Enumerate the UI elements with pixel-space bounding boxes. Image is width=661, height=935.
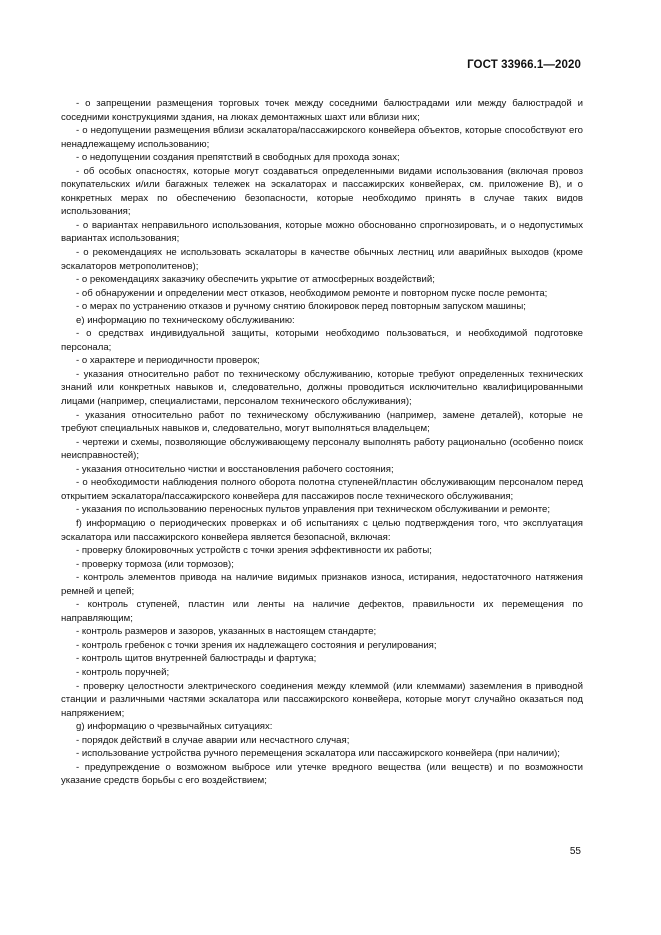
paragraph: f) информацию о периодических проверках и об испытаниях с целью подтверждения того, что эксплуатация эскалатора или пассажирского конвейера является безопасной, включая: bbox=[61, 517, 583, 543]
paragraph: - контроль поручней; bbox=[76, 666, 170, 678]
paragraph: - чертежи и схемы, позволяющие обслуживающему персоналу выполнять работу рационально (особенно поиск неисправностей); bbox=[61, 436, 583, 462]
paragraph: - контроль размеров и зазоров, указанных в настоящем стандарте; bbox=[76, 626, 377, 638]
paragraph: - о средствах индивидуальной защиты, которыми необходимо пользоваться, и необходимой подготовке персонала; bbox=[61, 328, 583, 353]
paragraph: - порядок действий в случае аварии или несчастного случая; bbox=[76, 734, 350, 746]
paragraph: - о рекомендациях не использовать эскалаторы в качестве обычных лестниц или аварийных выходов (кроме эскалаторов метрополитенов); bbox=[61, 247, 583, 272]
standard-header: ГОСТ 33966.1—2020 bbox=[467, 59, 581, 71]
paragraph: - проверку тормоза (или тормозов); bbox=[76, 558, 234, 570]
paragraph: - проверку блокировочных устройств с точки зрения эффективности их работы; bbox=[76, 545, 432, 557]
paragraph: - о характере и периодичности проверок; bbox=[76, 355, 260, 367]
paragraph: - об особых опасностях, которые могут создаваться определенными видами использования (включая провоз покупательских и/или багажных тележек на эскалаторах и пассажирских конвейерах, см. приложение В), и о конкретных мерах по обеспечению безопасности, которые необходимо принять в случае таких видов использования; bbox=[61, 165, 583, 218]
paragraph: e) информацию по техническому обслуживанию: bbox=[76, 314, 295, 326]
paragraph: g) информацию о чрезвычайных ситуациях: bbox=[76, 721, 273, 733]
paragraph: - о вариантах неправильного использования, которые можно обоснованно спрогнозировать, и о недопустимых вариантах использования; bbox=[61, 219, 583, 245]
paragraph: - предупреждение о возможном выбросе или утечке вредного вещества (или веществ) и по возможности указание средств борьбы с его воздействием; bbox=[61, 761, 583, 787]
document-body bbox=[61, 97, 583, 788]
paragraph: - указания по использованию переносных пультов управления при техническом обслуживании и ремонте; bbox=[76, 504, 551, 516]
paragraph: - о недопущении создания препятствий в свободных для прохода зонах; bbox=[76, 152, 400, 164]
paragraph: - о недопущении размещения вблизи эскалатора/пассажирского конвейера объектов, которые способствуют его ненадлежащему использованию; bbox=[61, 125, 583, 150]
paragraph: - использование устройства ручного перемещения эскалатора или пассажирского конвейера (при наличии); bbox=[76, 748, 560, 760]
paragraph: - указания относительно работ по техническому обслуживанию, которые требуют определенных технических знаний или конкретных навыков и, следовательно, должны проводиться исключительно квалифицированными лицами (например, специалистами, персоналом технического обслуживания); bbox=[61, 368, 583, 408]
paragraph: - о запрещении размещения торговых точек между соседними балюстрадами или между балюстрадой и соседними конструкциями здания, на люках демонтажных шахт или вблизи них; bbox=[61, 98, 583, 123]
paragraph: - указания относительно работ по техническому обслуживанию (например, замене деталей), которые не требуют специальных навыков и, следовательно, могут выполняться владельцем; bbox=[61, 409, 583, 435]
paragraph: - контроль гребенок с точки зрения их надлежащего состояния и регулирования; bbox=[76, 639, 437, 651]
paragraph: - контроль элементов привода на наличие видимых признаков износа, истирания, недостаточного натяжения ремней и цепей; bbox=[61, 572, 583, 597]
paragraph: - об обнаружении и определении мест отказов, необходимом ремонте и повторном пуске после ремонта; bbox=[76, 287, 548, 299]
page-number: 55 bbox=[569, 846, 581, 857]
paragraph: - о необходимости наблюдения полного оборота полотна ступеней/пластин обслуживающим персоналом перед открытием эскалатора/пассажирского конвейера для пассажиров после технического обслуживания; bbox=[61, 477, 583, 502]
paragraph: - контроль щитов внутренней балюстрады и фартука; bbox=[76, 653, 317, 665]
paragraph: - указания относительно чистки и восстановления рабочего состояния; bbox=[76, 463, 394, 475]
paragraph: - контроль ступеней, пластин или ленты на наличие дефектов, правильности их перемещения по направляющим; bbox=[61, 599, 583, 624]
paragraph: - проверку целостности электрического соединения между клеммой (или клеммами) заземления в приводной станции и различными частями эскалатора или пассажирского конвейера, которые могут случайно оказаться под напряжением; bbox=[61, 680, 583, 719]
paragraph: - о мерах по устранению отказов и ручному снятию блокировок перед повторным запуском машины; bbox=[76, 301, 526, 313]
paragraph: - о рекомендациях заказчику обеспечить укрытие от атмосферных воздействий; bbox=[76, 274, 435, 286]
